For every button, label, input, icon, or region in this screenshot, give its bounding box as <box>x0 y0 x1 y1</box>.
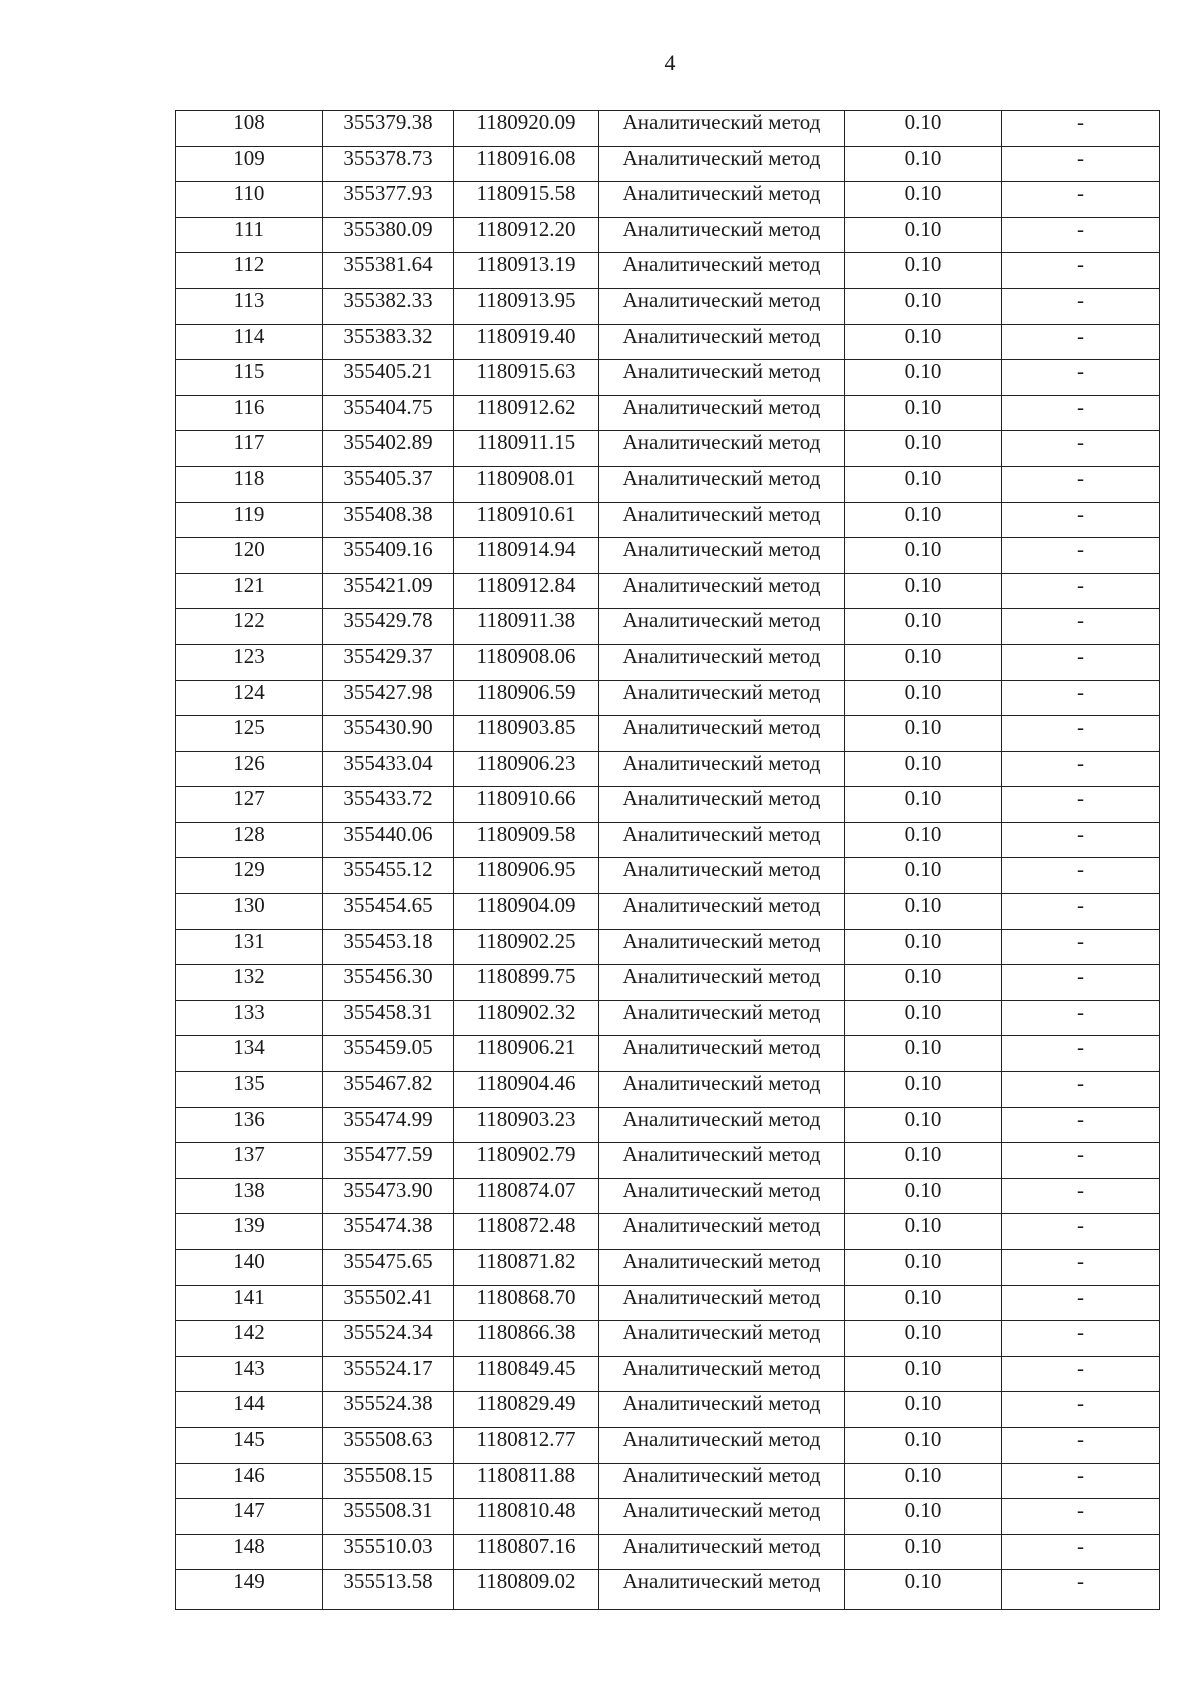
y-coordinate-cell: 1180906.23 <box>454 751 599 787</box>
accuracy-cell: 0.10 <box>845 146 1002 182</box>
x-coordinate-cell: 355524.38 <box>323 1392 454 1428</box>
point-number-cell: 139 <box>176 1214 323 1250</box>
y-coordinate-cell: 1180915.58 <box>454 182 599 218</box>
x-coordinate-cell: 355474.99 <box>323 1107 454 1143</box>
y-coordinate-cell: 1180903.85 <box>454 716 599 752</box>
table-row <box>176 502 1160 538</box>
accuracy-cell: 0.10 <box>845 288 1002 324</box>
point-number-cell: 136 <box>176 1107 323 1143</box>
y-coordinate-cell: 1180903.23 <box>454 1107 599 1143</box>
note-cell: - <box>1002 1570 1160 1610</box>
table-row <box>176 1000 1160 1036</box>
method-cell: Аналитический метод <box>599 858 845 894</box>
method-cell: Аналитический метод <box>599 680 845 716</box>
point-number-cell: 108 <box>176 111 323 147</box>
note-cell: - <box>1002 1463 1160 1499</box>
method-cell: Аналитический метод <box>599 1392 845 1428</box>
point-number-cell: 112 <box>176 253 323 289</box>
accuracy-cell: 0.10 <box>845 1427 1002 1463</box>
table-row <box>176 466 1160 502</box>
note-cell: - <box>1002 894 1160 930</box>
method-cell: Аналитический метод <box>599 1178 845 1214</box>
accuracy-cell: 0.10 <box>845 680 1002 716</box>
accuracy-cell: 0.10 <box>845 573 1002 609</box>
point-number-cell: 143 <box>176 1356 323 1392</box>
point-number-cell: 134 <box>176 1036 323 1072</box>
accuracy-cell: 0.10 <box>845 929 1002 965</box>
point-number-cell: 117 <box>176 431 323 467</box>
method-cell: Аналитический метод <box>599 1000 845 1036</box>
x-coordinate-cell: 355513.58 <box>323 1570 454 1610</box>
table-row <box>176 1072 1160 1108</box>
table-row <box>176 858 1160 894</box>
point-number-cell: 146 <box>176 1463 323 1499</box>
note-cell: - <box>1002 253 1160 289</box>
note-cell: - <box>1002 111 1160 147</box>
x-coordinate-cell: 355408.38 <box>323 502 454 538</box>
accuracy-cell: 0.10 <box>845 1036 1002 1072</box>
point-number-cell: 109 <box>176 146 323 182</box>
y-coordinate-cell: 1180906.95 <box>454 858 599 894</box>
method-cell: Аналитический метод <box>599 1072 845 1108</box>
method-cell: Аналитический метод <box>599 929 845 965</box>
point-number-cell: 138 <box>176 1178 323 1214</box>
method-cell: Аналитический метод <box>599 1143 845 1179</box>
table-row <box>176 1143 1160 1179</box>
point-number-cell: 113 <box>176 288 323 324</box>
accuracy-cell: 0.10 <box>845 1321 1002 1357</box>
method-cell: Аналитический метод <box>599 822 845 858</box>
table-row <box>176 609 1160 645</box>
method-cell: Аналитический метод <box>599 431 845 467</box>
y-coordinate-cell: 1180902.32 <box>454 1000 599 1036</box>
note-cell: - <box>1002 822 1160 858</box>
accuracy-cell: 0.10 <box>845 1107 1002 1143</box>
y-coordinate-cell: 1180906.59 <box>454 680 599 716</box>
method-cell: Аналитический метод <box>599 466 845 502</box>
y-coordinate-cell: 1180910.61 <box>454 502 599 538</box>
y-coordinate-cell: 1180910.66 <box>454 787 599 823</box>
table-row <box>176 751 1160 787</box>
x-coordinate-cell: 355473.90 <box>323 1178 454 1214</box>
x-coordinate-cell: 355429.78 <box>323 609 454 645</box>
accuracy-cell: 0.10 <box>845 751 1002 787</box>
y-coordinate-cell: 1180911.15 <box>454 431 599 467</box>
coordinates-table-body <box>176 111 1160 1610</box>
coordinates-table <box>175 110 1160 1610</box>
note-cell: - <box>1002 431 1160 467</box>
table-row <box>176 182 1160 218</box>
x-coordinate-cell: 355467.82 <box>323 1072 454 1108</box>
table-row <box>176 894 1160 930</box>
y-coordinate-cell: 1180913.19 <box>454 253 599 289</box>
method-cell: Аналитический метод <box>599 217 845 253</box>
point-number-cell: 126 <box>176 751 323 787</box>
table-row <box>176 1534 1160 1570</box>
point-number-cell: 123 <box>176 644 323 680</box>
x-coordinate-cell: 355380.09 <box>323 217 454 253</box>
x-coordinate-cell: 355508.15 <box>323 1463 454 1499</box>
x-coordinate-cell: 355455.12 <box>323 858 454 894</box>
y-coordinate-cell: 1180874.07 <box>454 1178 599 1214</box>
point-number-cell: 121 <box>176 573 323 609</box>
y-coordinate-cell: 1180868.70 <box>454 1285 599 1321</box>
point-number-cell: 124 <box>176 680 323 716</box>
y-coordinate-cell: 1180849.45 <box>454 1356 599 1392</box>
point-number-cell: 111 <box>176 217 323 253</box>
method-cell: Аналитический метод <box>599 1570 845 1610</box>
point-number-cell: 114 <box>176 324 323 360</box>
accuracy-cell: 0.10 <box>845 1072 1002 1108</box>
accuracy-cell: 0.10 <box>845 502 1002 538</box>
table-row <box>176 965 1160 1001</box>
method-cell: Аналитический метод <box>599 324 845 360</box>
y-coordinate-cell: 1180871.82 <box>454 1250 599 1286</box>
note-cell: - <box>1002 538 1160 574</box>
y-coordinate-cell: 1180872.48 <box>454 1214 599 1250</box>
table-row <box>176 1214 1160 1250</box>
x-coordinate-cell: 355433.04 <box>323 751 454 787</box>
x-coordinate-cell: 355454.65 <box>323 894 454 930</box>
table-row <box>176 217 1160 253</box>
x-coordinate-cell: 355405.37 <box>323 466 454 502</box>
method-cell: Аналитический метод <box>599 1036 845 1072</box>
note-cell: - <box>1002 716 1160 752</box>
x-coordinate-cell: 355453.18 <box>323 929 454 965</box>
accuracy-cell: 0.10 <box>845 431 1002 467</box>
point-number-cell: 125 <box>176 716 323 752</box>
note-cell: - <box>1002 1072 1160 1108</box>
point-number-cell: 142 <box>176 1321 323 1357</box>
x-coordinate-cell: 355402.89 <box>323 431 454 467</box>
accuracy-cell: 0.10 <box>845 1250 1002 1286</box>
accuracy-cell: 0.10 <box>845 858 1002 894</box>
point-number-cell: 116 <box>176 395 323 431</box>
x-coordinate-cell: 355430.90 <box>323 716 454 752</box>
x-coordinate-cell: 355440.06 <box>323 822 454 858</box>
point-number-cell: 118 <box>176 466 323 502</box>
note-cell: - <box>1002 965 1160 1001</box>
x-coordinate-cell: 355381.64 <box>323 253 454 289</box>
table-row <box>176 573 1160 609</box>
point-number-cell: 137 <box>176 1143 323 1179</box>
table-row <box>176 787 1160 823</box>
table-row <box>176 680 1160 716</box>
method-cell: Аналитический метод <box>599 1356 845 1392</box>
y-coordinate-cell: 1180904.46 <box>454 1072 599 1108</box>
x-coordinate-cell: 355433.72 <box>323 787 454 823</box>
method-cell: Аналитический метод <box>599 288 845 324</box>
method-cell: Аналитический метод <box>599 573 845 609</box>
method-cell: Аналитический метод <box>599 1107 845 1143</box>
note-cell: - <box>1002 1000 1160 1036</box>
x-coordinate-cell: 355429.37 <box>323 644 454 680</box>
x-coordinate-cell: 355378.73 <box>323 146 454 182</box>
y-coordinate-cell: 1180809.02 <box>454 1570 599 1610</box>
point-number-cell: 122 <box>176 609 323 645</box>
point-number-cell: 119 <box>176 502 323 538</box>
point-number-cell: 128 <box>176 822 323 858</box>
note-cell: - <box>1002 217 1160 253</box>
x-coordinate-cell: 355405.21 <box>323 360 454 396</box>
accuracy-cell: 0.10 <box>845 1499 1002 1535</box>
method-cell: Аналитический метод <box>599 716 845 752</box>
table-row <box>176 253 1160 289</box>
x-coordinate-cell: 355474.38 <box>323 1214 454 1250</box>
x-coordinate-cell: 355502.41 <box>323 1285 454 1321</box>
y-coordinate-cell: 1180914.94 <box>454 538 599 574</box>
y-coordinate-cell: 1180913.95 <box>454 288 599 324</box>
note-cell: - <box>1002 1036 1160 1072</box>
accuracy-cell: 0.10 <box>845 111 1002 147</box>
y-coordinate-cell: 1180909.58 <box>454 822 599 858</box>
accuracy-cell: 0.10 <box>845 609 1002 645</box>
x-coordinate-cell: 355421.09 <box>323 573 454 609</box>
point-number-cell: 141 <box>176 1285 323 1321</box>
table-row <box>176 716 1160 752</box>
method-cell: Аналитический метод <box>599 395 845 431</box>
table-row <box>176 431 1160 467</box>
note-cell: - <box>1002 751 1160 787</box>
point-number-cell: 110 <box>176 182 323 218</box>
method-cell: Аналитический метод <box>599 1214 845 1250</box>
accuracy-cell: 0.10 <box>845 644 1002 680</box>
x-coordinate-cell: 355459.05 <box>323 1036 454 1072</box>
accuracy-cell: 0.10 <box>845 1285 1002 1321</box>
table-row <box>176 1356 1160 1392</box>
accuracy-cell: 0.10 <box>845 466 1002 502</box>
method-cell: Аналитический метод <box>599 1285 845 1321</box>
point-number-cell: 140 <box>176 1250 323 1286</box>
accuracy-cell: 0.10 <box>845 1214 1002 1250</box>
y-coordinate-cell: 1180811.88 <box>454 1463 599 1499</box>
point-number-cell: 130 <box>176 894 323 930</box>
method-cell: Аналитический метод <box>599 965 845 1001</box>
note-cell: - <box>1002 644 1160 680</box>
x-coordinate-cell: 355524.34 <box>323 1321 454 1357</box>
y-coordinate-cell: 1180912.84 <box>454 573 599 609</box>
y-coordinate-cell: 1180807.16 <box>454 1534 599 1570</box>
accuracy-cell: 0.10 <box>845 716 1002 752</box>
method-cell: Аналитический метод <box>599 609 845 645</box>
note-cell: - <box>1002 858 1160 894</box>
y-coordinate-cell: 1180912.62 <box>454 395 599 431</box>
y-coordinate-cell: 1180916.08 <box>454 146 599 182</box>
point-number-cell: 129 <box>176 858 323 894</box>
table-row <box>176 1107 1160 1143</box>
table-row <box>176 1463 1160 1499</box>
point-number-cell: 149 <box>176 1570 323 1610</box>
y-coordinate-cell: 1180810.48 <box>454 1499 599 1535</box>
note-cell: - <box>1002 1143 1160 1179</box>
x-coordinate-cell: 355382.33 <box>323 288 454 324</box>
note-cell: - <box>1002 1392 1160 1428</box>
table-row <box>176 644 1160 680</box>
accuracy-cell: 0.10 <box>845 965 1002 1001</box>
point-number-cell: 145 <box>176 1427 323 1463</box>
method-cell: Аналитический метод <box>599 787 845 823</box>
point-number-cell: 127 <box>176 787 323 823</box>
accuracy-cell: 0.10 <box>845 324 1002 360</box>
method-cell: Аналитический метод <box>599 538 845 574</box>
point-number-cell: 133 <box>176 1000 323 1036</box>
accuracy-cell: 0.10 <box>845 182 1002 218</box>
accuracy-cell: 0.10 <box>845 395 1002 431</box>
accuracy-cell: 0.10 <box>845 787 1002 823</box>
method-cell: Аналитический метод <box>599 644 845 680</box>
method-cell: Аналитический метод <box>599 502 845 538</box>
method-cell: Аналитический метод <box>599 751 845 787</box>
x-coordinate-cell: 355383.32 <box>323 324 454 360</box>
table-row <box>176 1570 1160 1610</box>
accuracy-cell: 0.10 <box>845 1143 1002 1179</box>
table-row <box>176 538 1160 574</box>
x-coordinate-cell: 355508.31 <box>323 1499 454 1535</box>
note-cell: - <box>1002 1499 1160 1535</box>
y-coordinate-cell: 1180866.38 <box>454 1321 599 1357</box>
table-row <box>176 929 1160 965</box>
method-cell: Аналитический метод <box>599 1463 845 1499</box>
table-row <box>176 146 1160 182</box>
table-row <box>176 288 1160 324</box>
note-cell: - <box>1002 324 1160 360</box>
point-number-cell: 131 <box>176 929 323 965</box>
y-coordinate-cell: 1180915.63 <box>454 360 599 396</box>
note-cell: - <box>1002 182 1160 218</box>
y-coordinate-cell: 1180902.79 <box>454 1143 599 1179</box>
table-row <box>176 395 1160 431</box>
accuracy-cell: 0.10 <box>845 1534 1002 1570</box>
accuracy-cell: 0.10 <box>845 1463 1002 1499</box>
note-cell: - <box>1002 1250 1160 1286</box>
table-row <box>176 822 1160 858</box>
accuracy-cell: 0.10 <box>845 1356 1002 1392</box>
note-cell: - <box>1002 288 1160 324</box>
x-coordinate-cell: 355458.31 <box>323 1000 454 1036</box>
y-coordinate-cell: 1180912.20 <box>454 217 599 253</box>
y-coordinate-cell: 1180920.09 <box>454 111 599 147</box>
note-cell: - <box>1002 1107 1160 1143</box>
note-cell: - <box>1002 1214 1160 1250</box>
accuracy-cell: 0.10 <box>845 217 1002 253</box>
method-cell: Аналитический метод <box>599 1427 845 1463</box>
y-coordinate-cell: 1180919.40 <box>454 324 599 360</box>
method-cell: Аналитический метод <box>599 894 845 930</box>
x-coordinate-cell: 355510.03 <box>323 1534 454 1570</box>
x-coordinate-cell: 355379.38 <box>323 111 454 147</box>
accuracy-cell: 0.10 <box>845 1570 1002 1610</box>
page-number: 4 <box>664 50 676 75</box>
x-coordinate-cell: 355477.59 <box>323 1143 454 1179</box>
accuracy-cell: 0.10 <box>845 822 1002 858</box>
y-coordinate-cell: 1180812.77 <box>454 1427 599 1463</box>
x-coordinate-cell: 355508.63 <box>323 1427 454 1463</box>
accuracy-cell: 0.10 <box>845 1000 1002 1036</box>
table-row <box>176 1285 1160 1321</box>
method-cell: Аналитический метод <box>599 182 845 218</box>
method-cell: Аналитический метод <box>599 146 845 182</box>
point-number-cell: 135 <box>176 1072 323 1108</box>
note-cell: - <box>1002 395 1160 431</box>
note-cell: - <box>1002 1427 1160 1463</box>
x-coordinate-cell: 355456.30 <box>323 965 454 1001</box>
table-row <box>176 1427 1160 1463</box>
x-coordinate-cell: 355524.17 <box>323 1356 454 1392</box>
point-number-cell: 147 <box>176 1499 323 1535</box>
accuracy-cell: 0.10 <box>845 1392 1002 1428</box>
note-cell: - <box>1002 787 1160 823</box>
note-cell: - <box>1002 146 1160 182</box>
method-cell: Аналитический метод <box>599 253 845 289</box>
y-coordinate-cell: 1180902.25 <box>454 929 599 965</box>
x-coordinate-cell: 355404.75 <box>323 395 454 431</box>
table-row <box>176 360 1160 396</box>
note-cell: - <box>1002 929 1160 965</box>
method-cell: Аналитический метод <box>599 1250 845 1286</box>
method-cell: Аналитический метод <box>599 1499 845 1535</box>
note-cell: - <box>1002 1356 1160 1392</box>
x-coordinate-cell: 355427.98 <box>323 680 454 716</box>
accuracy-cell: 0.10 <box>845 253 1002 289</box>
point-number-cell: 132 <box>176 965 323 1001</box>
y-coordinate-cell: 1180829.49 <box>454 1392 599 1428</box>
table-row <box>176 1499 1160 1535</box>
point-number-cell: 115 <box>176 360 323 396</box>
x-coordinate-cell: 355377.93 <box>323 182 454 218</box>
accuracy-cell: 0.10 <box>845 894 1002 930</box>
table-row <box>176 1178 1160 1214</box>
x-coordinate-cell: 355409.16 <box>323 538 454 574</box>
note-cell: - <box>1002 466 1160 502</box>
y-coordinate-cell: 1180908.06 <box>454 644 599 680</box>
table-row <box>176 1036 1160 1072</box>
accuracy-cell: 0.10 <box>845 1178 1002 1214</box>
note-cell: - <box>1002 1321 1160 1357</box>
note-cell: - <box>1002 360 1160 396</box>
point-number-cell: 144 <box>176 1392 323 1428</box>
note-cell: - <box>1002 1285 1160 1321</box>
note-cell: - <box>1002 502 1160 538</box>
method-cell: Аналитический метод <box>599 111 845 147</box>
note-cell: - <box>1002 1178 1160 1214</box>
note-cell: - <box>1002 573 1160 609</box>
y-coordinate-cell: 1180911.38 <box>454 609 599 645</box>
y-coordinate-cell: 1180908.01 <box>454 466 599 502</box>
table-row <box>176 1392 1160 1428</box>
table-row <box>176 1250 1160 1286</box>
y-coordinate-cell: 1180906.21 <box>454 1036 599 1072</box>
table-row <box>176 324 1160 360</box>
table-row <box>176 111 1160 147</box>
table-row <box>176 1321 1160 1357</box>
note-cell: - <box>1002 1534 1160 1570</box>
method-cell: Аналитический метод <box>599 360 845 396</box>
y-coordinate-cell: 1180899.75 <box>454 965 599 1001</box>
x-coordinate-cell: 355475.65 <box>323 1250 454 1286</box>
point-number-cell: 148 <box>176 1534 323 1570</box>
point-number-cell: 120 <box>176 538 323 574</box>
accuracy-cell: 0.10 <box>845 360 1002 396</box>
y-coordinate-cell: 1180904.09 <box>454 894 599 930</box>
method-cell: Аналитический метод <box>599 1321 845 1357</box>
accuracy-cell: 0.10 <box>845 538 1002 574</box>
note-cell: - <box>1002 609 1160 645</box>
method-cell: Аналитический метод <box>599 1534 845 1570</box>
note-cell: - <box>1002 680 1160 716</box>
